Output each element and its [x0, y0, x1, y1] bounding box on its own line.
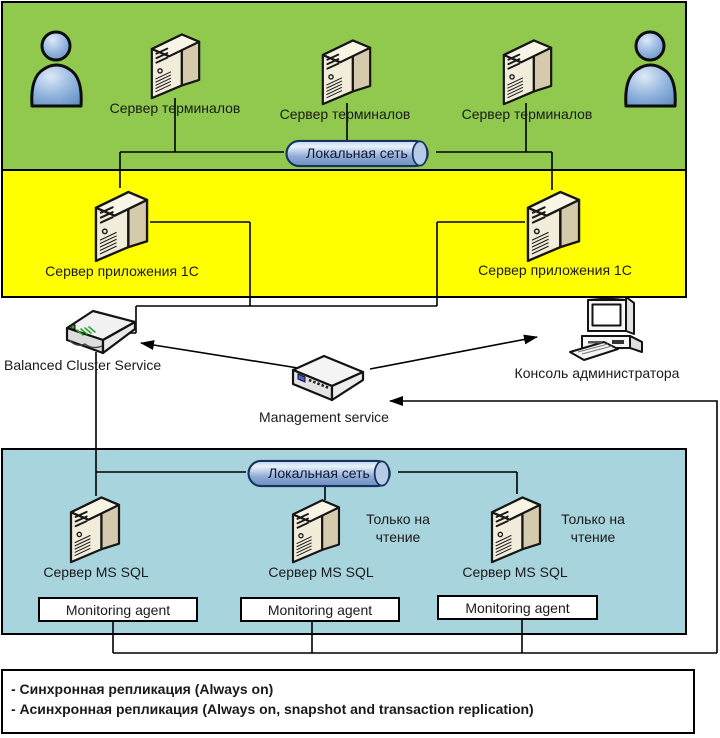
monitoring-agent-box-3	[437, 595, 598, 620]
balancer-label: Balanced Cluster Service	[4, 357, 162, 373]
terminal-server-label-3: Сервер терминалов	[461, 106, 593, 122]
monitoring-agent-box-2	[240, 597, 400, 622]
monitoring-agent-label-2: Monitoring agent	[267, 601, 373, 618]
terminal-server-icon-1	[149, 29, 202, 100]
terminal-server-icon-2	[320, 35, 373, 106]
terminal-server-label-1: Сервер терминалов	[109, 100, 241, 116]
legend-line-sync: - Синхронная репликация (Always on)	[11, 681, 274, 697]
load-balancer-icon	[63, 306, 139, 358]
app-server-icon-1	[93, 186, 150, 263]
sql-server-icon-2	[290, 495, 342, 564]
admin-console-label: Консоль администратора	[514, 365, 680, 381]
legend-line-async: - Асинхронная репликация (Always on, snapshot and transaction replication)	[11, 701, 534, 717]
admin-console-icon	[568, 294, 652, 366]
sql-server-icon-1	[68, 492, 122, 564]
lan-top-label: Локальная сеть	[306, 145, 408, 161]
monitoring-agent-label-3: Monitoring agent	[465, 599, 570, 616]
user-icon-right	[621, 27, 681, 109]
app-server-icon-2	[525, 186, 582, 263]
terminal-server-icon-3	[501, 35, 554, 106]
read-only-note-2: Только на чтение	[366, 511, 430, 545]
app-server-label-1: Сервер приложения 1С	[45, 263, 199, 279]
lan-bottom-label: Локальная сеть	[268, 465, 370, 481]
sql-server-label-3: Сервер MS SQL	[462, 564, 568, 580]
sql-server-label-1: Сервер MS SQL	[43, 564, 149, 580]
sql-server-icon-3	[489, 492, 543, 564]
sql-server-label-2: Сервер MS SQL	[268, 564, 374, 580]
monitoring-agent-box-1	[38, 597, 198, 622]
terminal-server-label-2: Сервер терминалов	[279, 106, 411, 122]
management-label: Management service	[259, 409, 389, 425]
app-server-label-2: Сервер приложения 1С	[478, 262, 632, 278]
read-only-note-3: Только на чтение	[561, 511, 625, 545]
user-icon-left	[27, 27, 87, 109]
management-service-icon	[288, 352, 368, 410]
monitoring-agent-label-1: Monitoring agent	[65, 601, 171, 618]
